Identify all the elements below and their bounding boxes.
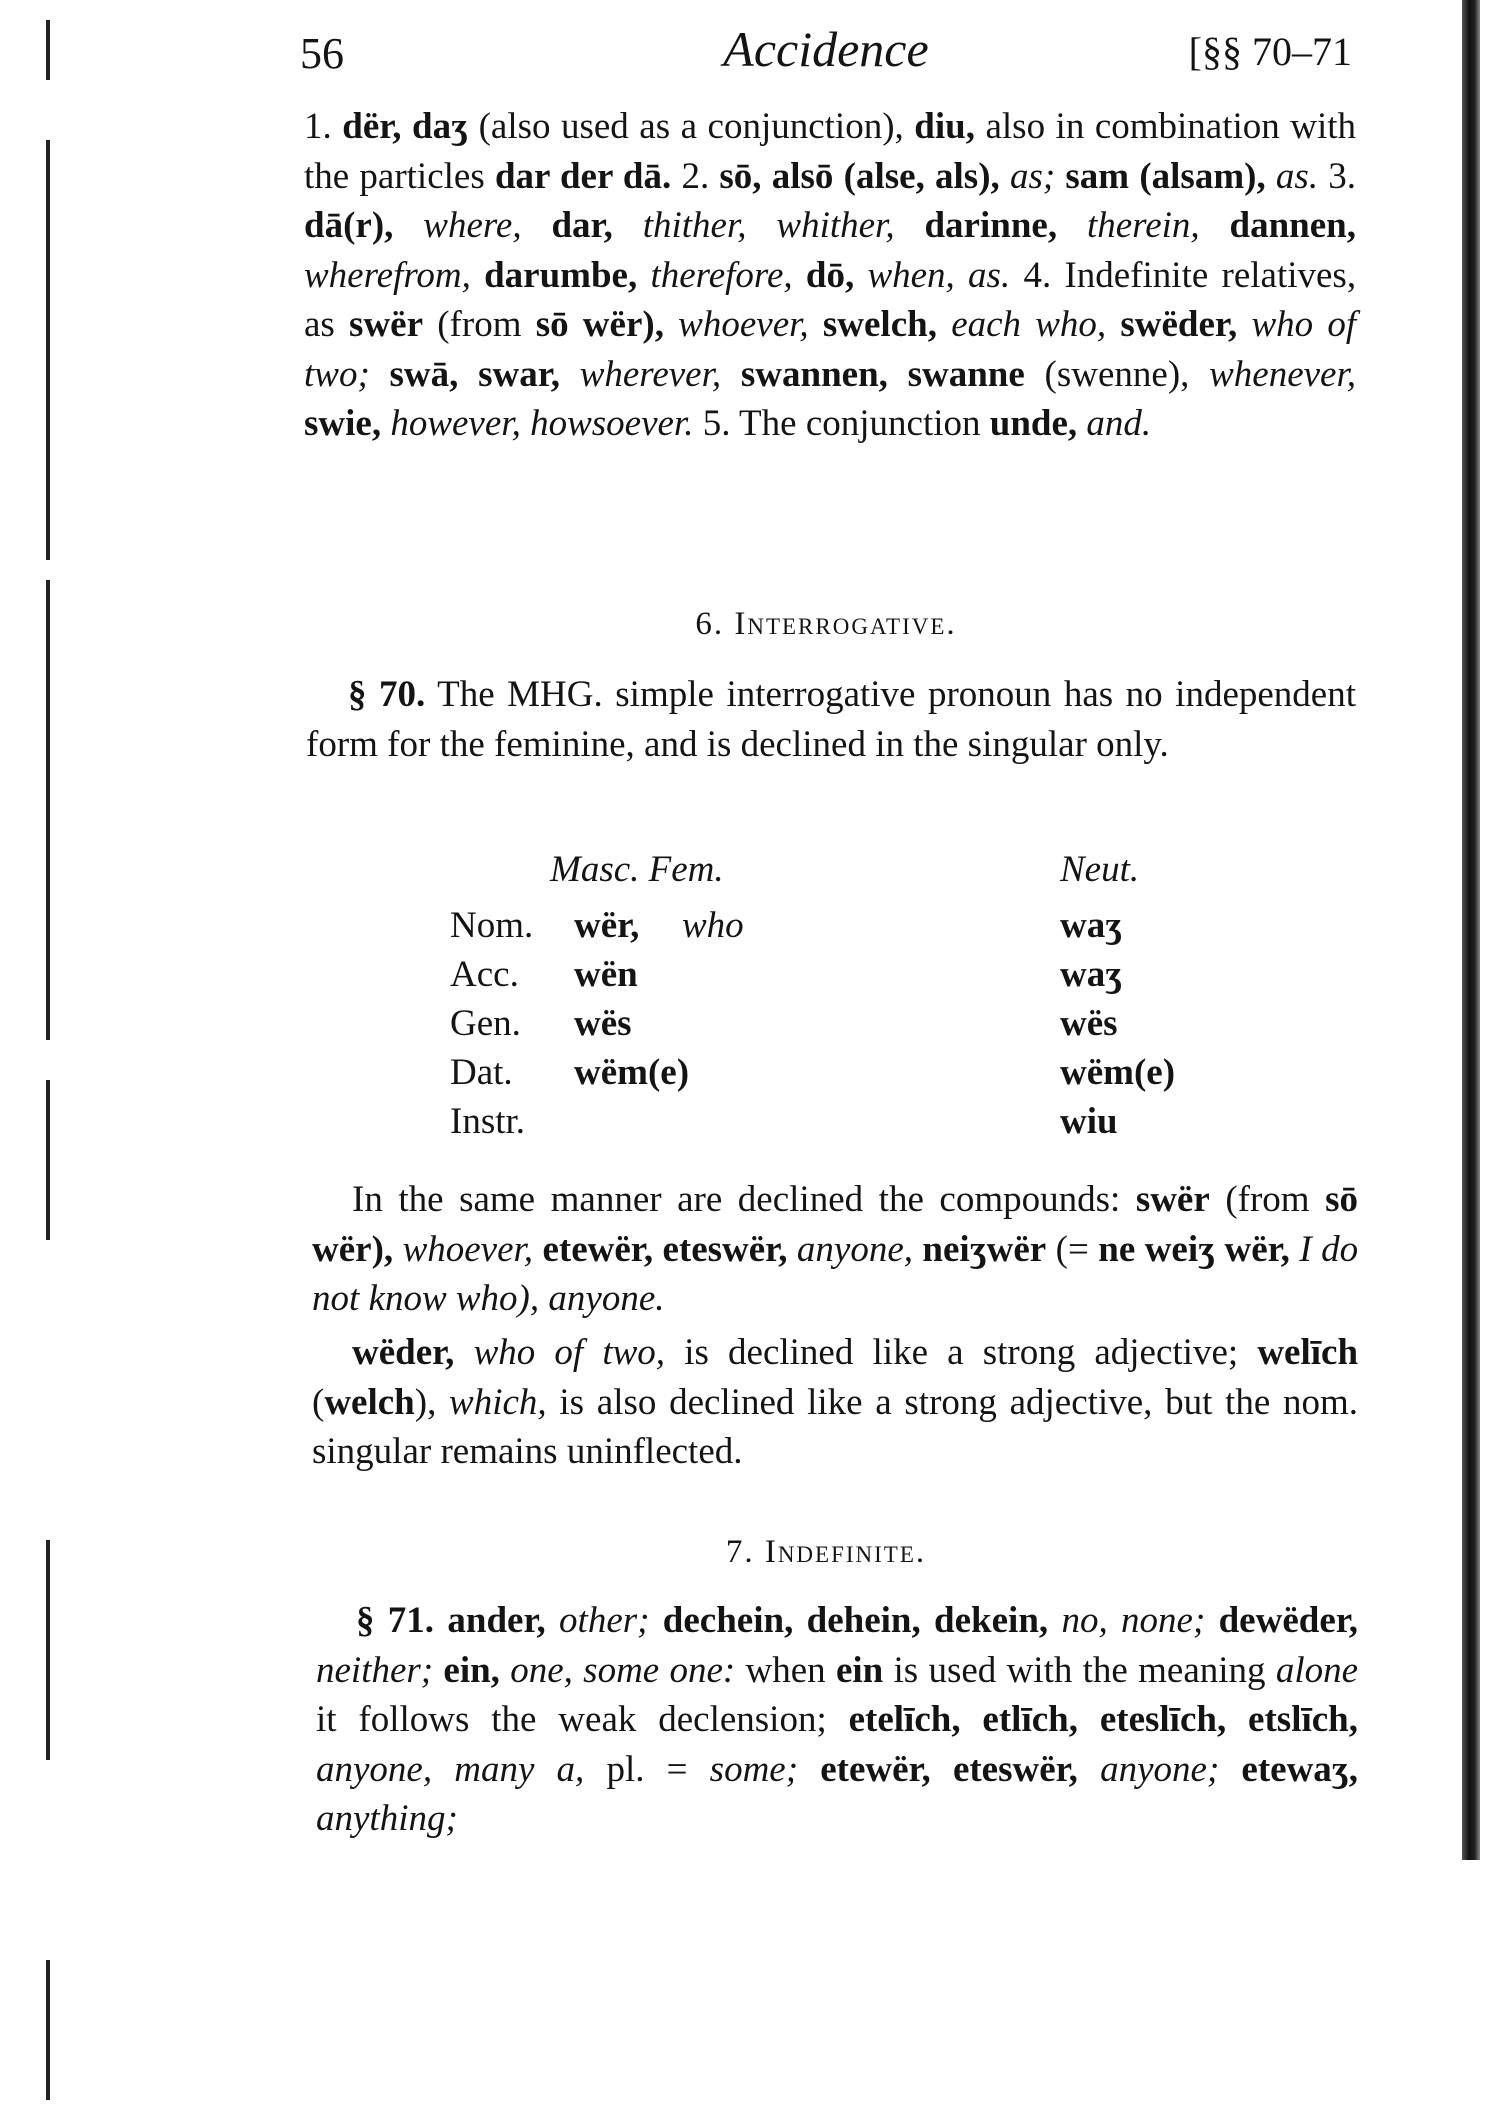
weder-paragraph: wëder, who of two, is declined like a strong adjective; welīch (welch), which, is also declined like a strong adjective, but the nom. singular remains uninflected. [312, 1332, 1359, 1472]
running-title: Accidence [723, 21, 929, 77]
section-6-heading: 6. Interrogative. [695, 606, 957, 642]
gutter-mark [46, 140, 50, 560]
neut-form: waʒ [1060, 905, 1123, 946]
gutter-mark [46, 1540, 50, 1760]
section-7-heading: 7. Indefinite. [725, 1534, 927, 1570]
masc-form: wër, [574, 905, 640, 946]
page-number: 56 [300, 29, 344, 78]
relatives-paragraph: 1. dër, daʒ (also used as a conjunction), diu, also in combination with the particles dar der dā. 2. sō, alsō (alse, als), as; sam (alsam), as. 3. dā(r), where, dar, thither, whither, darinne, therein, dannen, wherefrom, darumbe, therefore, dō, when, as. 4. Indefinite relatives, as swër (from sō wër), whoever, swelch, each who, swëder, who of two; swā, swar, wherever, swannen, swanne (swenne), whenever, swie, however, howsoever. 5. The conjunction unde, and. [304, 106, 1357, 444]
masc-form: wës [574, 1003, 632, 1044]
page-header [300, 14, 1352, 94]
neut-form: wës [1060, 1003, 1118, 1044]
case-label: Instr. [450, 1101, 526, 1142]
book-spine-edge [1462, 0, 1480, 1860]
masc-form: wën [574, 954, 638, 995]
masc-gloss: who [682, 905, 744, 946]
compounds-paragraph: In the same manner are declined the compounds: swër (from sō wër), whoever, etewër, eteswër, anyone, neiʒwër (= ne weiʒ wër, I do not know who), anyone. [312, 1179, 1359, 1319]
table-header-masc-fem: Masc. Fem. [550, 849, 724, 890]
gutter-mark [46, 20, 50, 80]
neut-form: wiu [1060, 1101, 1118, 1142]
case-label: Dat. [450, 1052, 513, 1093]
case-label: Nom. [450, 905, 534, 946]
neut-form: waʒ [1060, 954, 1123, 995]
gutter-mark [46, 580, 50, 1040]
gutter-mark [46, 1960, 50, 2100]
section-reference: [§§ 70–71 [1188, 29, 1352, 74]
section-70-paragraph: § 70. The MHG. simple interrogative pronoun has no independent form for the feminine, and is declined in the singular only. [306, 674, 1356, 765]
section-71-paragraph: § 71. ander, other; dechein, dehein, dekein, no, none; dewëder, neither; ein, one, some one: when ein is used with the meaning alone it follows the weak declension; etelīch, etlīch, eteslīch, etslīch, anyone, many a, pl. = some; etewër, eteswër, anyone; etewaʒ, anything; [316, 1600, 1359, 1839]
neut-form: wëm(e) [1060, 1052, 1176, 1093]
gutter-mark [46, 1080, 50, 1240]
declension-table [450, 848, 1350, 1148]
case-label: Acc. [450, 954, 519, 995]
table-header-neut: Neut. [1060, 849, 1140, 890]
case-label: Gen. [450, 1003, 521, 1044]
masc-form: wëm(e) [574, 1052, 690, 1093]
